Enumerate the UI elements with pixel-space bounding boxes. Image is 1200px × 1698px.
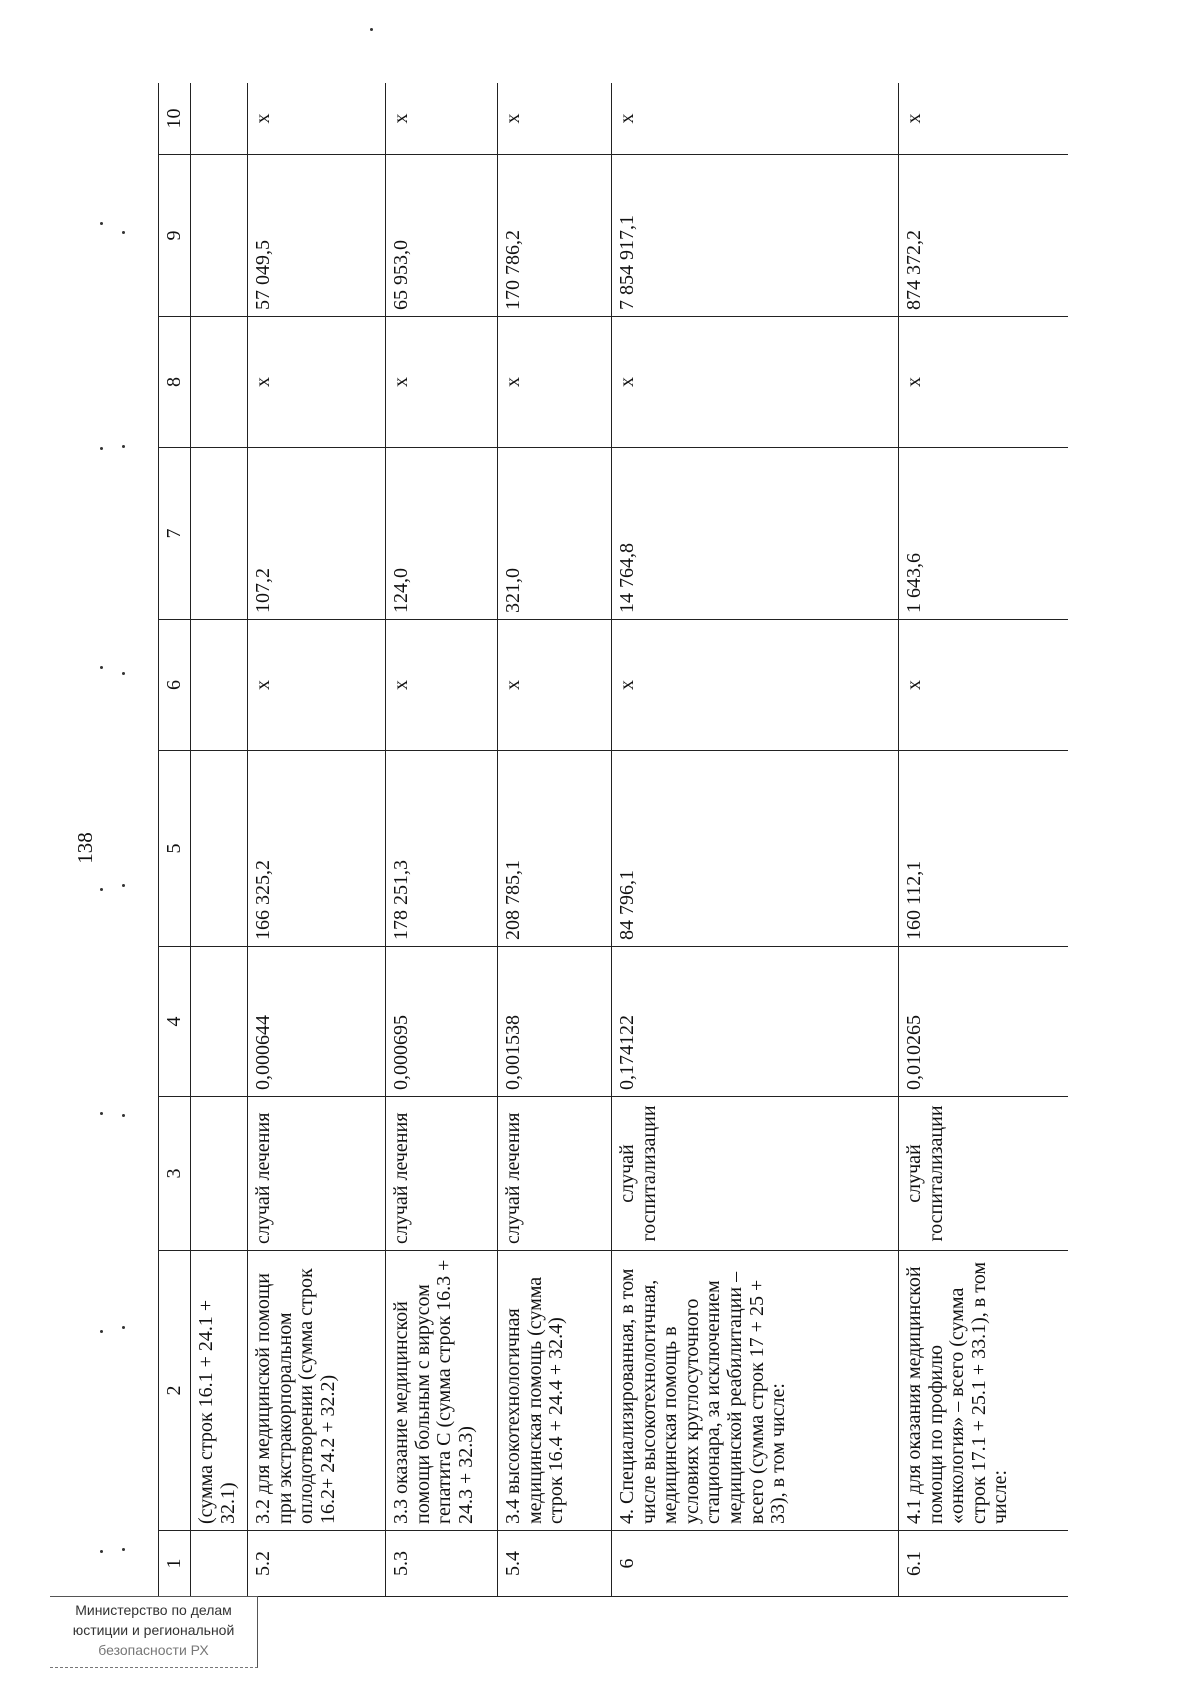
volume-norm-cell: 0,010265 <box>899 947 1069 1097</box>
value-cell: 124,0 <box>386 448 498 620</box>
indicator-name-cell: (сумма строк 16.1 + 24.1 + 32.1) <box>191 1251 248 1531</box>
cost-norm-cell: 160 112,1 <box>899 751 1069 947</box>
indicator-name-cell: 3.2 для медицинской помощи при экстракорпоральном оплодотворении (сумма строк 16.2+ 24.2 + 32.2) <box>248 1251 386 1531</box>
value-cell: х <box>899 620 1069 751</box>
volume-norm-cell: 0,174122 <box>612 947 899 1097</box>
value-cell: х <box>612 83 899 155</box>
table-row <box>498 83 612 1597</box>
row-number-cell: 5.2 <box>248 1531 386 1597</box>
volume-norm-cell: 0,001538 <box>498 947 612 1097</box>
row-number-cell: 6 <box>612 1531 899 1597</box>
value-cell: 321,0 <box>498 448 612 620</box>
value-cell: х <box>386 83 498 155</box>
volume-norm-cell <box>191 947 248 1097</box>
registration-stamp <box>50 1596 258 1668</box>
stamp-line: Министерство по делам <box>75 1602 232 1618</box>
indicator-name-cell: 4. Специализированная, в том числе высокотехнологичная, медицинская помощь в условиях круглосуточного стационара, за исключением медицинской реабилитации – всего (сумма строк 17 + 25 + 33), в том числе: <box>612 1251 899 1531</box>
rotated-table-frame <box>158 83 1068 1597</box>
value-cell: х <box>248 620 386 751</box>
value-cell: х <box>248 83 386 155</box>
value-cell: х <box>612 620 899 751</box>
scan-speck <box>100 888 103 891</box>
value-cell: х <box>498 83 612 155</box>
table-row <box>191 83 248 1597</box>
cost-norm-cell: 84 796,1 <box>612 751 899 947</box>
scan-speck <box>100 666 103 669</box>
row-number-cell: 5.4 <box>498 1531 612 1597</box>
table-row <box>899 83 1069 1597</box>
unit-cell: случай лечения <box>248 1097 386 1251</box>
row-number-cell: 5.3 <box>386 1531 498 1597</box>
indicator-name-cell: 4.1 для оказания медицинской помощи по профилю «онкология» – всего (сумма строк 17.1 + 25.1 + 33.1), в том числе: <box>899 1251 1069 1531</box>
value-cell: х <box>498 620 612 751</box>
table-row <box>248 83 386 1597</box>
value-cell: 7 854 917,1 <box>612 155 899 317</box>
header-cell: 10 <box>159 83 191 155</box>
row-number-cell <box>191 1531 248 1597</box>
unit-cell <box>191 1097 248 1251</box>
value-cell: х <box>899 83 1069 155</box>
scan-speck <box>122 1114 125 1117</box>
value-cell: х <box>498 317 612 448</box>
scan-speck <box>122 1548 125 1551</box>
value-cell: х <box>386 317 498 448</box>
cost-norm-cell: 208 785,1 <box>498 751 612 947</box>
scan-speck <box>122 1326 125 1329</box>
table-row <box>386 83 498 1597</box>
cost-norm-cell: 178 251,3 <box>386 751 498 947</box>
value-cell: 14 764,8 <box>612 448 899 620</box>
value-cell: 1 643,6 <box>899 448 1069 620</box>
header-cell: 4 <box>159 947 191 1097</box>
value-cell: 57 049,5 <box>248 155 386 317</box>
header-cell: 2 <box>159 1251 191 1531</box>
unit-cell: случай госпитализации <box>612 1097 899 1251</box>
unit-cell: случай лечения <box>386 1097 498 1251</box>
indicator-name-cell: 3.3 оказание медицинской помощи больным с вирусом гепатита С (сумма строк 16.3 + 24.3 + 32.3) <box>386 1251 498 1531</box>
value-cell <box>191 155 248 317</box>
value-cell: 874 372,2 <box>899 155 1069 317</box>
table-row <box>612 83 899 1597</box>
scan-speck <box>122 445 125 448</box>
scan-speck <box>122 231 125 234</box>
value-cell: х <box>899 317 1069 448</box>
table-container <box>158 83 1068 1597</box>
page-number: 138 <box>72 832 97 864</box>
cost-norm-cell <box>191 751 248 947</box>
scan-speck <box>370 28 373 31</box>
value-cell <box>191 448 248 620</box>
value-cell: х <box>612 317 899 448</box>
row-number-cell: 6.1 <box>899 1531 1069 1597</box>
header-cell: 5 <box>159 751 191 947</box>
table-header-row <box>159 83 191 1597</box>
data-table <box>158 83 1068 1597</box>
cost-norm-cell: 166 325,2 <box>248 751 386 947</box>
scan-speck <box>100 447 103 450</box>
value-cell: х <box>248 317 386 448</box>
value-cell: 65 953,0 <box>386 155 498 317</box>
value-cell <box>191 83 248 155</box>
scan-speck <box>100 1550 103 1553</box>
header-cell: 3 <box>159 1097 191 1251</box>
value-cell <box>191 317 248 448</box>
value-cell <box>191 620 248 751</box>
header-cell: 7 <box>159 448 191 620</box>
indicator-name-cell: 3.4 высокотехнологичная медицинская помощь (сумма строк 16.4 + 24.4 + 32.4) <box>498 1251 612 1531</box>
scan-speck <box>100 1112 103 1115</box>
stamp-line: безопасности РХ <box>98 1642 209 1658</box>
volume-norm-cell: 0,000695 <box>386 947 498 1097</box>
scan-speck <box>100 1330 103 1333</box>
header-cell: 8 <box>159 317 191 448</box>
scan-speck <box>100 222 103 225</box>
volume-norm-cell: 0,000644 <box>248 947 386 1097</box>
unit-cell: случай лечения <box>498 1097 612 1251</box>
header-cell: 6 <box>159 620 191 751</box>
scan-speck <box>122 884 125 887</box>
value-cell: 107,2 <box>248 448 386 620</box>
stamp-line: юстиции и региональной <box>72 1622 235 1638</box>
scan-speck <box>122 672 125 675</box>
unit-cell: случай госпитализации <box>899 1097 1069 1251</box>
header-cell: 1 <box>159 1531 191 1597</box>
value-cell: х <box>386 620 498 751</box>
value-cell: 170 786,2 <box>498 155 612 317</box>
header-cell: 9 <box>159 155 191 317</box>
